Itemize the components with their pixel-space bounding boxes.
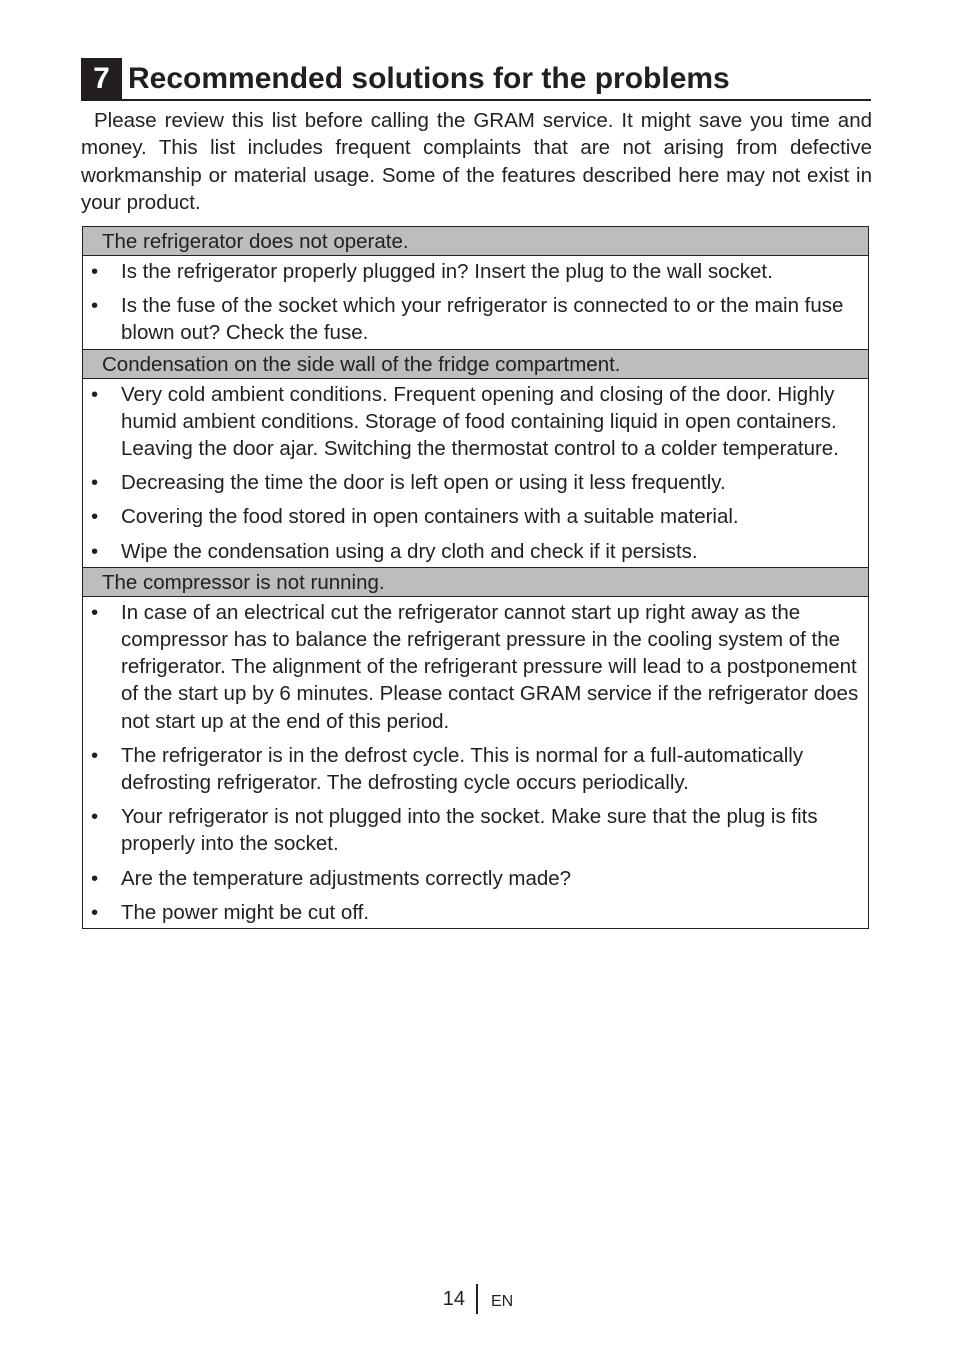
list-item	[83, 803, 868, 857]
list-item	[83, 292, 868, 346]
list-item	[83, 538, 868, 565]
bullet-icon: •	[91, 539, 99, 563]
problem-header: The refrigerator does not operate.	[83, 227, 868, 256]
page-number: 14	[442, 1288, 465, 1310]
bullet-icon: •	[91, 805, 99, 829]
bullet-icon: •	[91, 743, 99, 767]
solution-text: Covering the food stored in open containers with a suitable material.	[121, 505, 739, 529]
page-title: Recommended solutions for the problems	[128, 62, 730, 95]
solution-text: Are the temperature adjustments correctly made?	[121, 866, 572, 890]
language-code: EN	[491, 1293, 514, 1310]
list-item	[83, 865, 868, 892]
solution-list	[83, 597, 868, 928]
solution-text: In case of an electrical cut the refrigerator cannot start up right away as the compressor has to balance the refrigerant pressure in the cooling system of the refrigerator. The alignment of the refrigerant pressure will lead to a postponement of the start up by 6 minutes. Please contact GRAM service if the refrigerator does not start up at the end of this period.	[121, 600, 859, 733]
list-item	[83, 599, 868, 735]
intro-paragraph: Please review this list before calling the GRAM service. It might save you time and money. This list includes frequent complaints that are not arising from defective workmanship or material usage. Some of the features described here may not exist in your product.	[81, 109, 872, 214]
bullet-icon: •	[91, 294, 99, 318]
solution-list	[83, 379, 868, 568]
page-footer	[0, 1284, 954, 1314]
solution-text: The power might be cut off.	[121, 900, 370, 924]
solution-text: The refrigerator is in the defrost cycle. This is normal for a full-automatically defrosting refrigerator. The defrosting cycle occurs periodically.	[121, 743, 804, 795]
bullet-icon: •	[91, 900, 99, 924]
solution-list	[83, 256, 868, 350]
bullet-icon: •	[91, 471, 99, 495]
solution-text: Your refrigerator is not plugged into the socket. Make sure that the plug is fits properly into the socket.	[121, 805, 818, 856]
solution-text: Very cold ambient conditions. Frequent opening and closing of the door. Highly humid ambient conditions. Storage of food containing liquid in open containers. Leaving the door ajar. Switching the thermostat control to a colder temperature.	[121, 382, 839, 461]
solution-text: Decreasing the time the door is left open or using it less frequently.	[121, 471, 726, 495]
solution-text: Wipe the condensation using a dry cloth and check if it persists.	[121, 539, 698, 563]
bullet-icon: •	[91, 600, 99, 624]
solution-text: Is the refrigerator properly plugged in? Insert the plug to the wall socket.	[121, 260, 773, 283]
bullet-icon: •	[91, 260, 99, 283]
list-item	[83, 258, 868, 285]
section-heading	[81, 58, 871, 101]
section-number: 7	[81, 58, 122, 99]
list-item	[83, 381, 868, 463]
list-item	[83, 742, 868, 796]
bullet-icon: •	[91, 505, 99, 529]
list-item	[83, 899, 868, 926]
list-item	[83, 469, 868, 496]
problem-header: Condensation on the side wall of the fridge compartment.	[83, 350, 868, 379]
list-item	[83, 503, 868, 530]
bullet-icon: •	[91, 866, 99, 890]
problem-header: The compressor is not running.	[83, 568, 868, 597]
troubleshooting-table	[82, 226, 869, 929]
solution-text: Is the fuse of the socket which your refrigerator is connected to or the main fuse blown out? Check the fuse.	[121, 294, 844, 345]
bullet-icon: •	[91, 382, 99, 406]
footer-divider	[476, 1284, 478, 1314]
